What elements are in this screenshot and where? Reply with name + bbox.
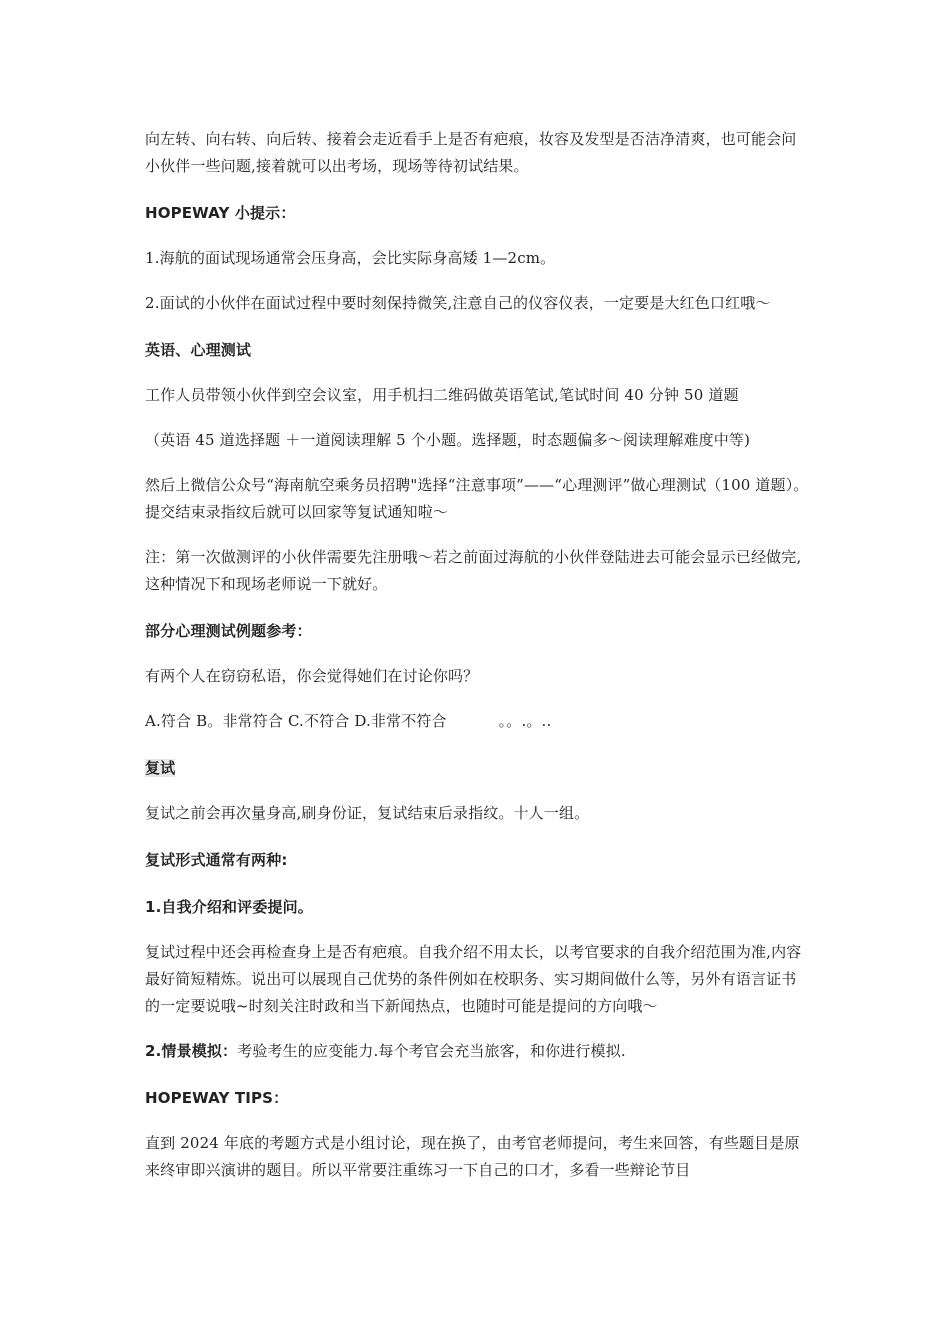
retest-form2-text: 考验考生的应变能力.每个考官会充当旅客，和你进行模拟. <box>237 1042 626 1060</box>
retest-forms-heading: 复试形式通常有两种: <box>145 851 288 869</box>
psych-test-paragraph: 然后上微信公众号“海南航空乘务员招聘"选择“注意事项”——“心理测评”做心理测试（100 道题）。提交结束录指纹后就可以回家等复试通知啦～ <box>145 476 809 521</box>
psych-example-question: 有两个人在窃窃私语，你会觉得她们在讨论你吗？ <box>145 667 479 685</box>
psych-example-options <box>145 708 810 735</box>
hopeway-tips-heading: HOPEWAY TIPS： <box>145 1089 289 1107</box>
english-test-detail: （英语 45 道选择题 ＋一道阅读理解 5 个小题。选择题，时态题偏多～阅读理解难度中等) <box>145 431 751 449</box>
tip-item-smile: 2.面试的小伙伴在面试过程中要时刻保持微笑,注意自己的仪容仪表，一定要是大红色口红哦～ <box>145 294 771 312</box>
retest-intro-paragraph: 复试之前会再次量身高,刷身份证，复试结束后录指纹。十人一组。 <box>145 804 590 822</box>
retest-form2-label: 2.情景模拟： <box>145 1042 238 1060</box>
retest-form1-paragraph: 复试过程中还会再检查身上是否有疤痕。自我介绍不用太长，以考官要求的自我介绍范围为准,内容最好简短精炼。说出可以展现自己优势的条件例如在校职务、实习期间做什么等，另外有语言证书的一定要说哦~时刻关注时政和当下新闻热点，也随时可能是提问的方向哦～ <box>145 943 802 1015</box>
registration-note: 注：第一次做测评的小伙伴需要先注册哦～若之前面过海航的小伙伴登陆进去可能会显示已经做完,这种情况下和现场老师说一下就好。 <box>145 548 802 593</box>
retest-form2-paragraph <box>145 1038 810 1065</box>
options-text: A.符合 B。非常符合 C.不符合 D.非常不符合 <box>145 712 447 730</box>
hopeway-tip-heading: HOPEWAY 小提示： <box>145 204 296 222</box>
retest-form1-heading: 1.自我介绍和评委提问。 <box>145 898 313 916</box>
psych-examples-heading: 部分心理测试例题参考： <box>145 622 312 640</box>
tip-item-height: 1.海航的面试现场通常会压身高，会比实际身高矮 1—2cm。 <box>145 249 556 267</box>
options-ellipsis: 。。.。.. <box>498 712 552 730</box>
english-psych-heading: 英语、心理测试 <box>145 341 252 359</box>
intro-paragraph: 向左转、向右转、向后转、接着会走近看手上是否有疤痕，妆容及发型是否洁净清爽，也可能会问小伙伴一些问题,接着就可以出考场，现场等待初试结果。 <box>145 130 797 175</box>
retest-heading-text: 复试 <box>145 759 176 777</box>
retest-heading <box>145 755 810 782</box>
document-body <box>145 126 810 1184</box>
english-test-paragraph: 工作人员带领小伙伴到空会议室，用手机扫二维码做英语笔试,笔试时间 40 分钟 50 道题 <box>145 386 739 404</box>
hopeway-tips-paragraph: 直到 2024 年底的考题方式是小组讨论，现在换了，由考官老师提问，考生来回答，有些题目是原来终审即兴演讲的题目。所以平常要注重练习一下自己的口才，多看一些辩论节目 <box>145 1134 800 1179</box>
